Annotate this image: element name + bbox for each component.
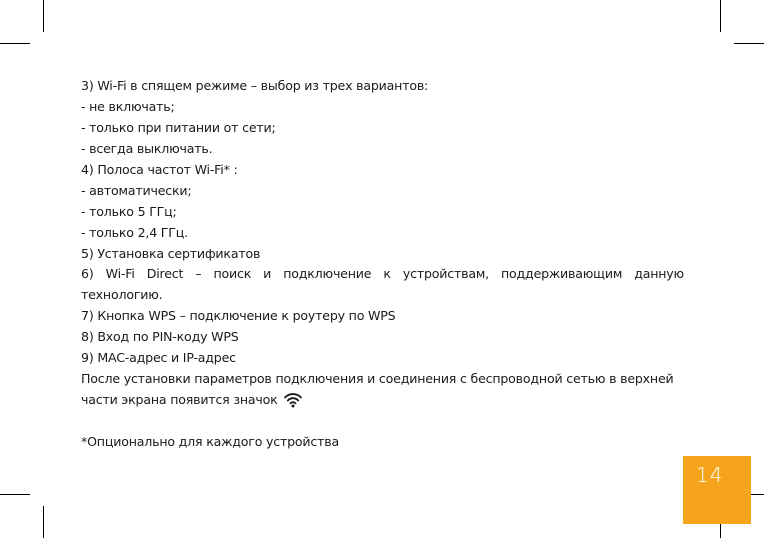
text-line: - автоматически; bbox=[81, 182, 192, 198]
text-line: - всегда выключать. bbox=[81, 140, 213, 156]
word: Direct bbox=[146, 266, 184, 282]
crop-mark-top-left-horizontal bbox=[0, 43, 30, 44]
crop-mark-bottom-left-vertical bbox=[43, 506, 44, 538]
spacer bbox=[81, 411, 684, 432]
crop-mark-top-right-vertical bbox=[720, 0, 721, 32]
word: – bbox=[195, 266, 202, 282]
text-line: 3) Wi-Fi в спящем режиме – выбор из трех вариантов: bbox=[81, 78, 429, 93]
page-number-badge bbox=[683, 456, 751, 524]
text-line: - только 5 ГГц; bbox=[81, 203, 177, 219]
word: поддерживающим bbox=[501, 266, 623, 282]
word: 6) bbox=[81, 266, 94, 282]
crop-mark-bottom-left-horizontal bbox=[0, 494, 30, 495]
text-line: После установки параметров подключения и соединения с беспроводной сетью в верхней bbox=[81, 371, 674, 387]
text-line: 9) MAC-адрес и IP-адрес bbox=[81, 350, 236, 366]
justified-line bbox=[81, 264, 684, 285]
manual-text-block bbox=[81, 76, 684, 453]
text-line: - не включать; bbox=[81, 98, 175, 114]
text-line: 5) Установка сертификатов bbox=[81, 245, 261, 261]
page-number: 14 bbox=[696, 463, 724, 487]
crop-mark-top-right-horizontal bbox=[734, 43, 764, 44]
word: Wi-Fi bbox=[105, 266, 135, 282]
word: устройствам, bbox=[402, 266, 489, 282]
text-line: 4) Полоса частот Wi-Fi* : bbox=[81, 161, 238, 177]
text-line: - только 2,4 ГГц. bbox=[81, 224, 188, 240]
text-line-with-icon bbox=[81, 390, 684, 411]
text-line: технологию. bbox=[81, 287, 163, 303]
word: данную bbox=[634, 266, 684, 282]
word: подключение bbox=[283, 266, 372, 282]
text-span: части экрана появится значок bbox=[81, 392, 278, 408]
crop-mark-top-left-vertical bbox=[43, 0, 44, 32]
text-line: 7) Кнопка WPS – подключение к роутеру по WPS bbox=[81, 308, 396, 324]
word: и bbox=[263, 266, 272, 282]
text-line: - только при питании от сети; bbox=[81, 119, 276, 135]
text-line: 8) Вход по PIN-коду WPS bbox=[81, 329, 239, 345]
word: поиск bbox=[213, 266, 252, 282]
footnote: *Опционально для каждого устройства bbox=[81, 433, 340, 449]
word: к bbox=[383, 266, 391, 282]
wifi-icon bbox=[284, 392, 302, 408]
